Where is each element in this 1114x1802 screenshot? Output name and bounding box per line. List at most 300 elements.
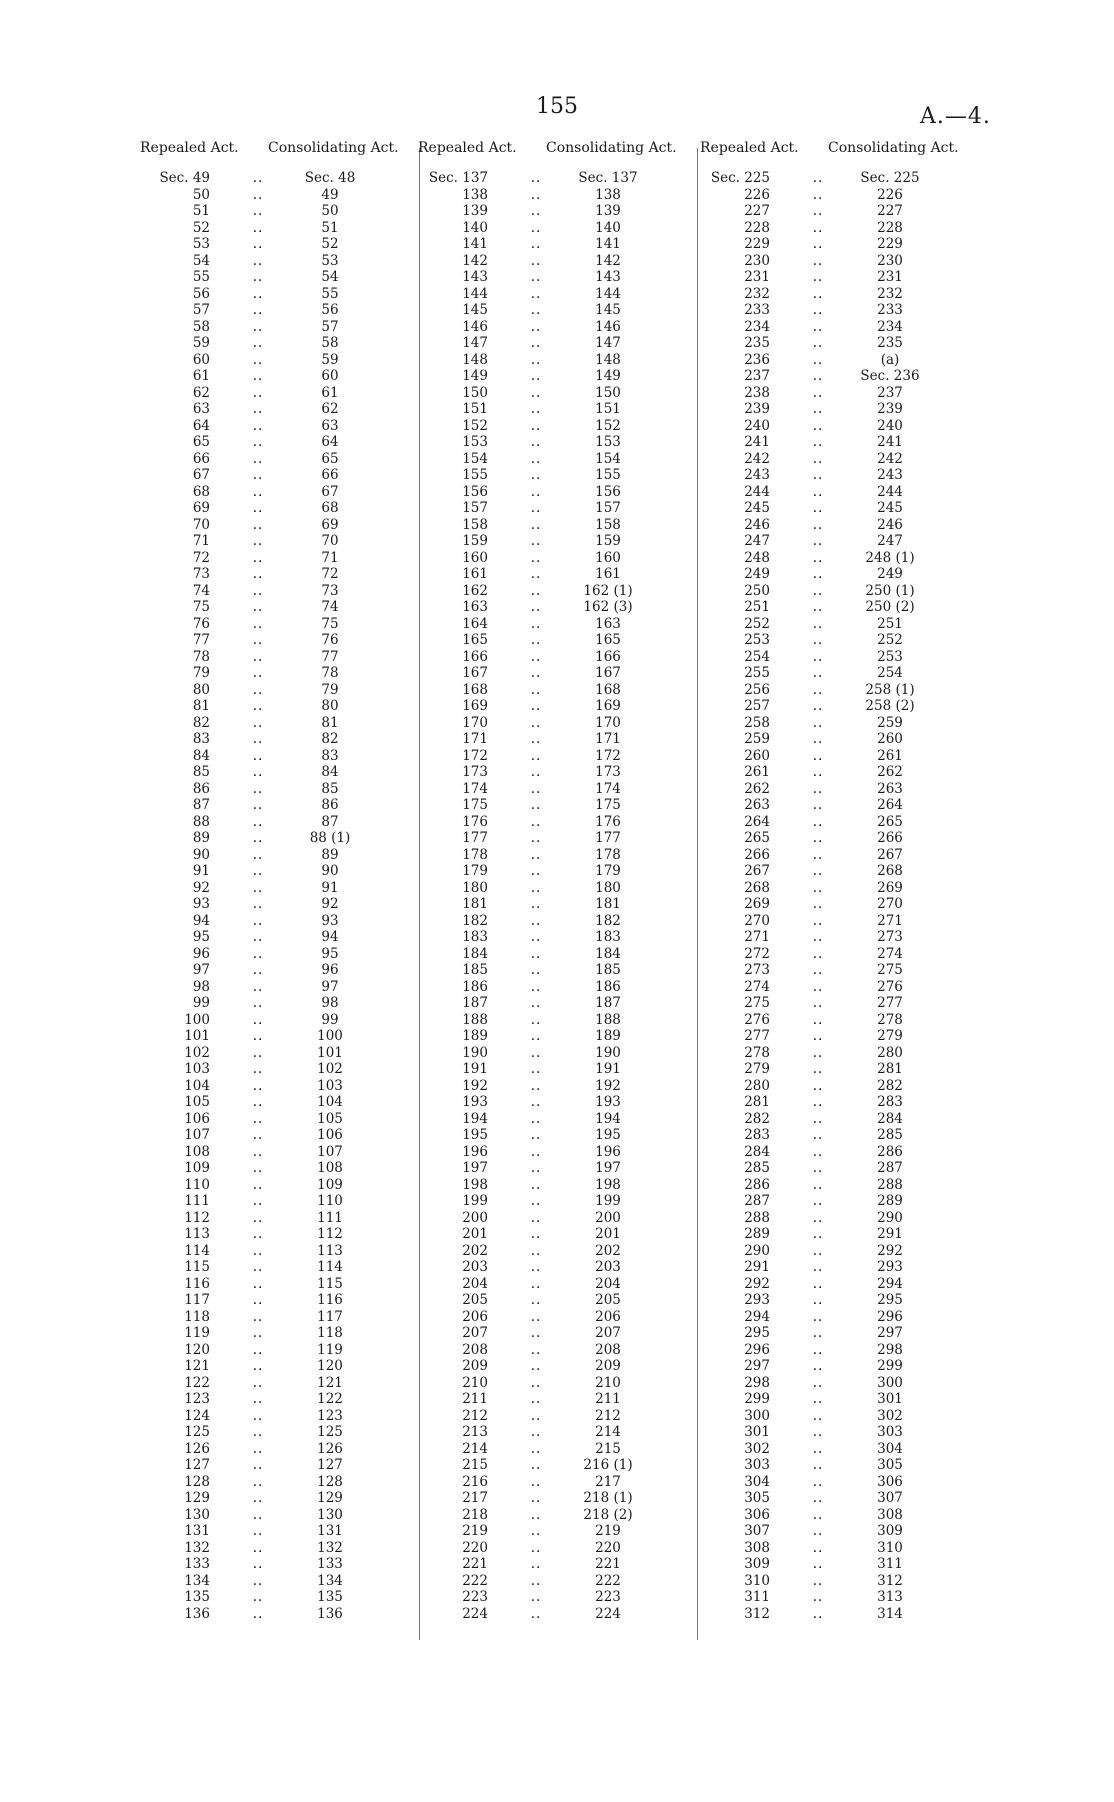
repealed-section: 162 (462, 582, 488, 599)
column-divider (697, 148, 698, 1640)
repealed-section: 56 (192, 285, 210, 302)
table-row (700, 418, 980, 435)
repealed-section: 261 (744, 764, 770, 780)
consolidating-section: 292 (877, 1242, 903, 1259)
leader-dots: .. (530, 170, 542, 186)
repealed-section: 281 (744, 1094, 770, 1110)
leader-dots: .. (812, 780, 824, 797)
leader-dots: .. (530, 219, 542, 236)
repealed-section: 80 (192, 681, 210, 698)
consolidating-section: 102 (317, 1061, 343, 1077)
repealed-section: 68 (192, 483, 210, 500)
leader-dots: .. (530, 1440, 542, 1457)
repealed-section: 214 (462, 1440, 488, 1457)
repealed-section: Sec. 49 (159, 170, 210, 186)
table-row (140, 1391, 420, 1408)
consolidating-section: 168 (595, 681, 621, 698)
consolidating-section: 111 (317, 1209, 343, 1226)
table-row (700, 335, 980, 352)
repealed-section: 193 (462, 1094, 488, 1110)
table-row (418, 682, 698, 699)
leader-dots: .. (252, 714, 264, 731)
leader-dots: .. (252, 335, 264, 351)
table-row (140, 649, 420, 666)
table-row (700, 1325, 980, 1342)
table-row (140, 1094, 420, 1111)
table-row (418, 1127, 698, 1144)
leader-dots: .. (812, 797, 824, 813)
table-row (418, 385, 698, 402)
consolidating-section: 96 (321, 962, 339, 978)
table-row (140, 1424, 420, 1441)
table-row (140, 1358, 420, 1375)
consolidating-section: 52 (321, 236, 339, 252)
consolidating-section: 221 (595, 1556, 621, 1572)
repealed-section: 307 (744, 1523, 770, 1539)
repealed-section: 204 (462, 1275, 488, 1292)
repealed-section: 126 (184, 1440, 210, 1457)
consolidating-section: 193 (595, 1094, 621, 1110)
table-row (418, 698, 698, 715)
repealed-section: 147 (462, 335, 488, 351)
leader-dots: .. (252, 1143, 264, 1160)
consolidating-section: 133 (317, 1556, 343, 1572)
leader-dots: .. (530, 747, 542, 764)
repealed-section: 159 (462, 533, 488, 549)
leader-dots: .. (530, 1605, 542, 1622)
consolidating-section: 289 (877, 1193, 903, 1209)
consolidating-section: 285 (877, 1127, 903, 1143)
repealed-section: 167 (462, 665, 488, 681)
leader-dots: .. (812, 401, 824, 417)
leader-dots: .. (530, 846, 542, 863)
table-row (418, 1276, 698, 1293)
repealed-section: 54 (192, 252, 210, 269)
repealed-section: 248 (744, 549, 770, 566)
table-row (140, 1226, 420, 1243)
leader-dots: .. (530, 1325, 542, 1341)
table-group-3 (700, 140, 980, 1640)
table-row (418, 220, 698, 237)
repealed-section: 222 (462, 1572, 488, 1589)
table-row (140, 220, 420, 237)
leader-dots: .. (530, 797, 542, 813)
leader-dots: .. (530, 1341, 542, 1358)
leader-dots: .. (530, 1473, 542, 1490)
table-row (418, 533, 698, 550)
consolidating-section: 154 (595, 450, 621, 467)
consolidating-section: 278 (877, 1011, 903, 1028)
leader-dots: .. (812, 186, 824, 203)
consolidating-section: 270 (877, 896, 903, 912)
table-row (700, 929, 980, 946)
leader-dots: .. (530, 335, 542, 351)
consolidating-section: 249 (877, 566, 903, 582)
leader-dots: .. (812, 1209, 824, 1226)
leader-dots: .. (252, 500, 264, 516)
leader-dots: .. (530, 1308, 542, 1325)
leader-dots: .. (812, 582, 824, 599)
table-group-2 (418, 140, 698, 1640)
leader-dots: .. (252, 302, 264, 318)
table-row (140, 1507, 420, 1524)
table-row (140, 682, 420, 699)
table-row (700, 814, 980, 831)
repealed-section: 232 (744, 285, 770, 302)
repealed-section: 144 (462, 285, 488, 302)
table-row (140, 715, 420, 732)
table-row (418, 1358, 698, 1375)
repealed-section: 270 (744, 912, 770, 929)
consolidating-section: 229 (877, 236, 903, 252)
leader-dots: .. (252, 1572, 264, 1589)
leader-dots: .. (530, 912, 542, 929)
leader-dots: .. (812, 764, 824, 780)
table-row (700, 352, 980, 369)
repealed-section: 59 (192, 335, 210, 351)
consolidating-section: 212 (595, 1407, 621, 1424)
repealed-section: 88 (192, 813, 210, 830)
table-row (700, 1490, 980, 1507)
table-row (140, 401, 420, 418)
consolidating-section: 280 (877, 1044, 903, 1061)
leader-dots: .. (812, 236, 824, 252)
consolidating-section: 144 (595, 285, 621, 302)
leader-dots: .. (252, 863, 264, 879)
page-number: 155 (536, 94, 578, 119)
repealed-section: 67 (192, 467, 210, 483)
repealed-section: 268 (744, 879, 770, 896)
repealed-section: 230 (744, 252, 770, 269)
repealed-section: 185 (462, 962, 488, 978)
leader-dots: .. (530, 203, 542, 219)
table-row (700, 1573, 980, 1590)
consolidating-section: 153 (595, 434, 621, 450)
table-row (418, 269, 698, 286)
repealed-section: 286 (744, 1176, 770, 1193)
repealed-section: 102 (184, 1044, 210, 1061)
leader-dots: .. (812, 615, 824, 632)
leader-dots: .. (812, 1127, 824, 1143)
table-row (418, 1078, 698, 1095)
consolidating-section: 251 (877, 615, 903, 632)
repealed-section: 223 (462, 1589, 488, 1605)
consolidating-section: 167 (595, 665, 621, 681)
table-row (700, 319, 980, 336)
table-row (418, 995, 698, 1012)
consolidating-section: 139 (595, 203, 621, 219)
table-row (140, 764, 420, 781)
leader-dots: .. (530, 863, 542, 879)
table-row (418, 616, 698, 633)
repealed-section: 132 (184, 1539, 210, 1556)
consolidating-section: 107 (317, 1143, 343, 1160)
table-row (140, 863, 420, 880)
repealed-section: 224 (462, 1605, 488, 1622)
leader-dots: .. (530, 1259, 542, 1275)
table-row (700, 1226, 980, 1243)
leader-dots: .. (530, 467, 542, 483)
leader-dots: .. (530, 1077, 542, 1094)
consolidating-section: 81 (321, 714, 339, 731)
table-row (140, 1276, 420, 1293)
consolidating-section: 209 (595, 1358, 621, 1374)
repealed-section: 292 (744, 1275, 770, 1292)
consolidating-section: 89 (321, 846, 339, 863)
leader-dots: .. (530, 1094, 542, 1110)
consolidating-section: 269 (877, 879, 903, 896)
repealed-section: 87 (192, 797, 210, 813)
consolidating-section: 156 (595, 483, 621, 500)
repealed-section: 257 (744, 698, 770, 714)
table-row (700, 1028, 980, 1045)
consolidating-section: 54 (321, 269, 339, 285)
consolidating-section: 157 (595, 500, 621, 516)
leader-dots: .. (812, 1605, 824, 1622)
consolidating-section: 100 (317, 1028, 343, 1044)
leader-dots: .. (530, 285, 542, 302)
consolidating-section: 180 (595, 879, 621, 896)
table-row (140, 368, 420, 385)
consolidating-section: 241 (877, 434, 903, 450)
table-row (700, 1540, 980, 1557)
consolidating-section: 103 (317, 1077, 343, 1094)
consolidating-section: 122 (317, 1391, 343, 1407)
repealed-section: 145 (462, 302, 488, 318)
table-row (140, 1540, 420, 1557)
table-row (418, 352, 698, 369)
table-row (418, 1540, 698, 1557)
table-row (140, 929, 420, 946)
leader-dots: .. (530, 1028, 542, 1044)
table-row (140, 847, 420, 864)
table-row (700, 170, 980, 187)
consolidating-section: 160 (595, 549, 621, 566)
table-row (140, 286, 420, 303)
leader-dots: .. (812, 830, 824, 846)
leader-dots: .. (252, 912, 264, 929)
repealed-section: 165 (462, 632, 488, 648)
consolidating-section: 183 (595, 929, 621, 945)
consolidating-section: 91 (321, 879, 339, 896)
table-row (140, 830, 420, 847)
repealed-section: 82 (192, 714, 210, 731)
leader-dots: .. (530, 698, 542, 714)
leader-dots: .. (812, 566, 824, 582)
table-row (140, 434, 420, 451)
leader-dots: .. (252, 1358, 264, 1374)
table-row (140, 418, 420, 435)
consolidating-section: 128 (317, 1473, 343, 1490)
consolidating-section: 268 (877, 863, 903, 879)
repealed-section: 269 (744, 896, 770, 912)
leader-dots: .. (530, 1572, 542, 1589)
leader-dots: .. (812, 170, 824, 186)
table-row (140, 731, 420, 748)
table-row (140, 170, 420, 187)
consolidating-section: 64 (321, 434, 339, 450)
leader-dots: .. (812, 483, 824, 500)
repealed-section: 300 (744, 1407, 770, 1424)
leader-dots: .. (530, 879, 542, 896)
repealed-section: 304 (744, 1473, 770, 1490)
table-row (418, 814, 698, 831)
leader-dots: .. (812, 269, 824, 285)
consolidating-section: 118 (317, 1325, 343, 1341)
leader-dots: .. (530, 632, 542, 648)
table-row (700, 649, 980, 666)
leader-dots: .. (812, 1160, 824, 1176)
consolidating-section: 136 (317, 1605, 343, 1622)
table-row (140, 1573, 420, 1590)
table-rows (140, 170, 420, 1622)
leader-dots: .. (530, 1127, 542, 1143)
repealed-section: 233 (744, 302, 770, 318)
leader-dots: .. (812, 1094, 824, 1110)
consolidating-section: 92 (321, 896, 339, 912)
table-row (140, 1342, 420, 1359)
leader-dots: .. (812, 1358, 824, 1374)
leader-dots: .. (252, 582, 264, 599)
consolidating-section: 294 (877, 1275, 903, 1292)
table-row (140, 1490, 420, 1507)
table-row (418, 1408, 698, 1425)
leader-dots: .. (530, 1539, 542, 1556)
consolidating-section: 143 (595, 269, 621, 285)
consolidating-section: 95 (321, 945, 339, 962)
consolidating-section: 65 (321, 450, 339, 467)
repealed-section: 282 (744, 1110, 770, 1127)
consolidating-section: 94 (321, 929, 339, 945)
leader-dots: .. (812, 1490, 824, 1506)
table-row (418, 566, 698, 583)
repealed-section: 108 (184, 1143, 210, 1160)
repealed-section: 229 (744, 236, 770, 252)
table-row (700, 1589, 980, 1606)
repealed-section: 205 (462, 1292, 488, 1308)
repealed-section: 91 (192, 863, 210, 879)
table-row (140, 748, 420, 765)
leader-dots: .. (812, 203, 824, 219)
table-row (418, 236, 698, 253)
repealed-section: 198 (462, 1176, 488, 1193)
table-row (418, 451, 698, 468)
leader-dots: .. (812, 335, 824, 351)
repealed-section: 201 (462, 1226, 488, 1242)
leader-dots: .. (812, 1110, 824, 1127)
leader-dots: .. (812, 863, 824, 879)
leader-dots: .. (252, 896, 264, 912)
consolidating-section: 175 (595, 797, 621, 813)
repealed-section: 200 (462, 1209, 488, 1226)
table-row (700, 1193, 980, 1210)
leader-dots: .. (252, 401, 264, 417)
leader-dots: .. (812, 846, 824, 863)
table-row (140, 1111, 420, 1128)
consolidating-section: 239 (877, 401, 903, 417)
repealed-section: 284 (744, 1143, 770, 1160)
consolidating-section: 146 (595, 318, 621, 335)
table-row (700, 863, 980, 880)
leader-dots: .. (812, 879, 824, 896)
table-row (700, 583, 980, 600)
leader-dots: .. (252, 417, 264, 434)
consolidating-section: 277 (877, 995, 903, 1011)
leader-dots: .. (812, 813, 824, 830)
table-row (700, 1523, 980, 1540)
consolidating-section: 50 (321, 203, 339, 219)
leader-dots: .. (530, 830, 542, 846)
consolidating-section: 145 (595, 302, 621, 318)
header-consolidating-act: Consolidating Act. (546, 140, 677, 156)
consolidating-section: 267 (877, 846, 903, 863)
table-row (700, 896, 980, 913)
consolidating-section: 60 (321, 368, 339, 384)
table-row (418, 1375, 698, 1392)
repealed-section: 94 (192, 912, 210, 929)
table-row (418, 253, 698, 270)
table-row (418, 1111, 698, 1128)
leader-dots: .. (812, 599, 824, 615)
leader-dots: .. (812, 929, 824, 945)
table-row (140, 913, 420, 930)
repealed-section: 289 (744, 1226, 770, 1242)
leader-dots: .. (252, 1011, 264, 1028)
repealed-section: 287 (744, 1193, 770, 1209)
leader-dots: .. (252, 1325, 264, 1341)
repealed-section: 221 (462, 1556, 488, 1572)
consolidating-section: 217 (595, 1473, 621, 1490)
repealed-section: 156 (462, 483, 488, 500)
repealed-section: 85 (192, 764, 210, 780)
table-row (140, 385, 420, 402)
consolidating-section: 166 (595, 648, 621, 665)
table-row (700, 599, 980, 616)
repealed-section: 273 (744, 962, 770, 978)
leader-dots: .. (252, 681, 264, 698)
consolidating-section: 208 (595, 1341, 621, 1358)
leader-dots: .. (530, 549, 542, 566)
leader-dots: .. (530, 582, 542, 599)
table-rows (418, 170, 698, 1622)
repealed-section: 254 (744, 648, 770, 665)
consolidating-section: 218 (2) (583, 1506, 633, 1523)
repealed-section: 110 (184, 1176, 210, 1193)
consolidating-section: 207 (595, 1325, 621, 1341)
table-row (140, 269, 420, 286)
leader-dots: .. (530, 1589, 542, 1605)
repealed-section: 234 (744, 318, 770, 335)
leader-dots: .. (530, 483, 542, 500)
table-row (418, 1243, 698, 1260)
leader-dots: .. (812, 351, 824, 368)
repealed-section: 187 (462, 995, 488, 1011)
repealed-section: 93 (192, 896, 210, 912)
consolidating-section: 127 (317, 1457, 343, 1473)
leader-dots: .. (812, 1242, 824, 1259)
consolidating-section: 99 (321, 1011, 339, 1028)
table-row (418, 1325, 698, 1342)
repealed-section: 243 (744, 467, 770, 483)
table-row (140, 1589, 420, 1606)
leader-dots: .. (812, 1143, 824, 1160)
consolidating-section: 305 (877, 1457, 903, 1473)
leader-dots: .. (812, 698, 824, 714)
repealed-section: 152 (462, 417, 488, 434)
leader-dots: .. (812, 747, 824, 764)
leader-dots: .. (812, 285, 824, 302)
repealed-section: 113 (184, 1226, 210, 1242)
